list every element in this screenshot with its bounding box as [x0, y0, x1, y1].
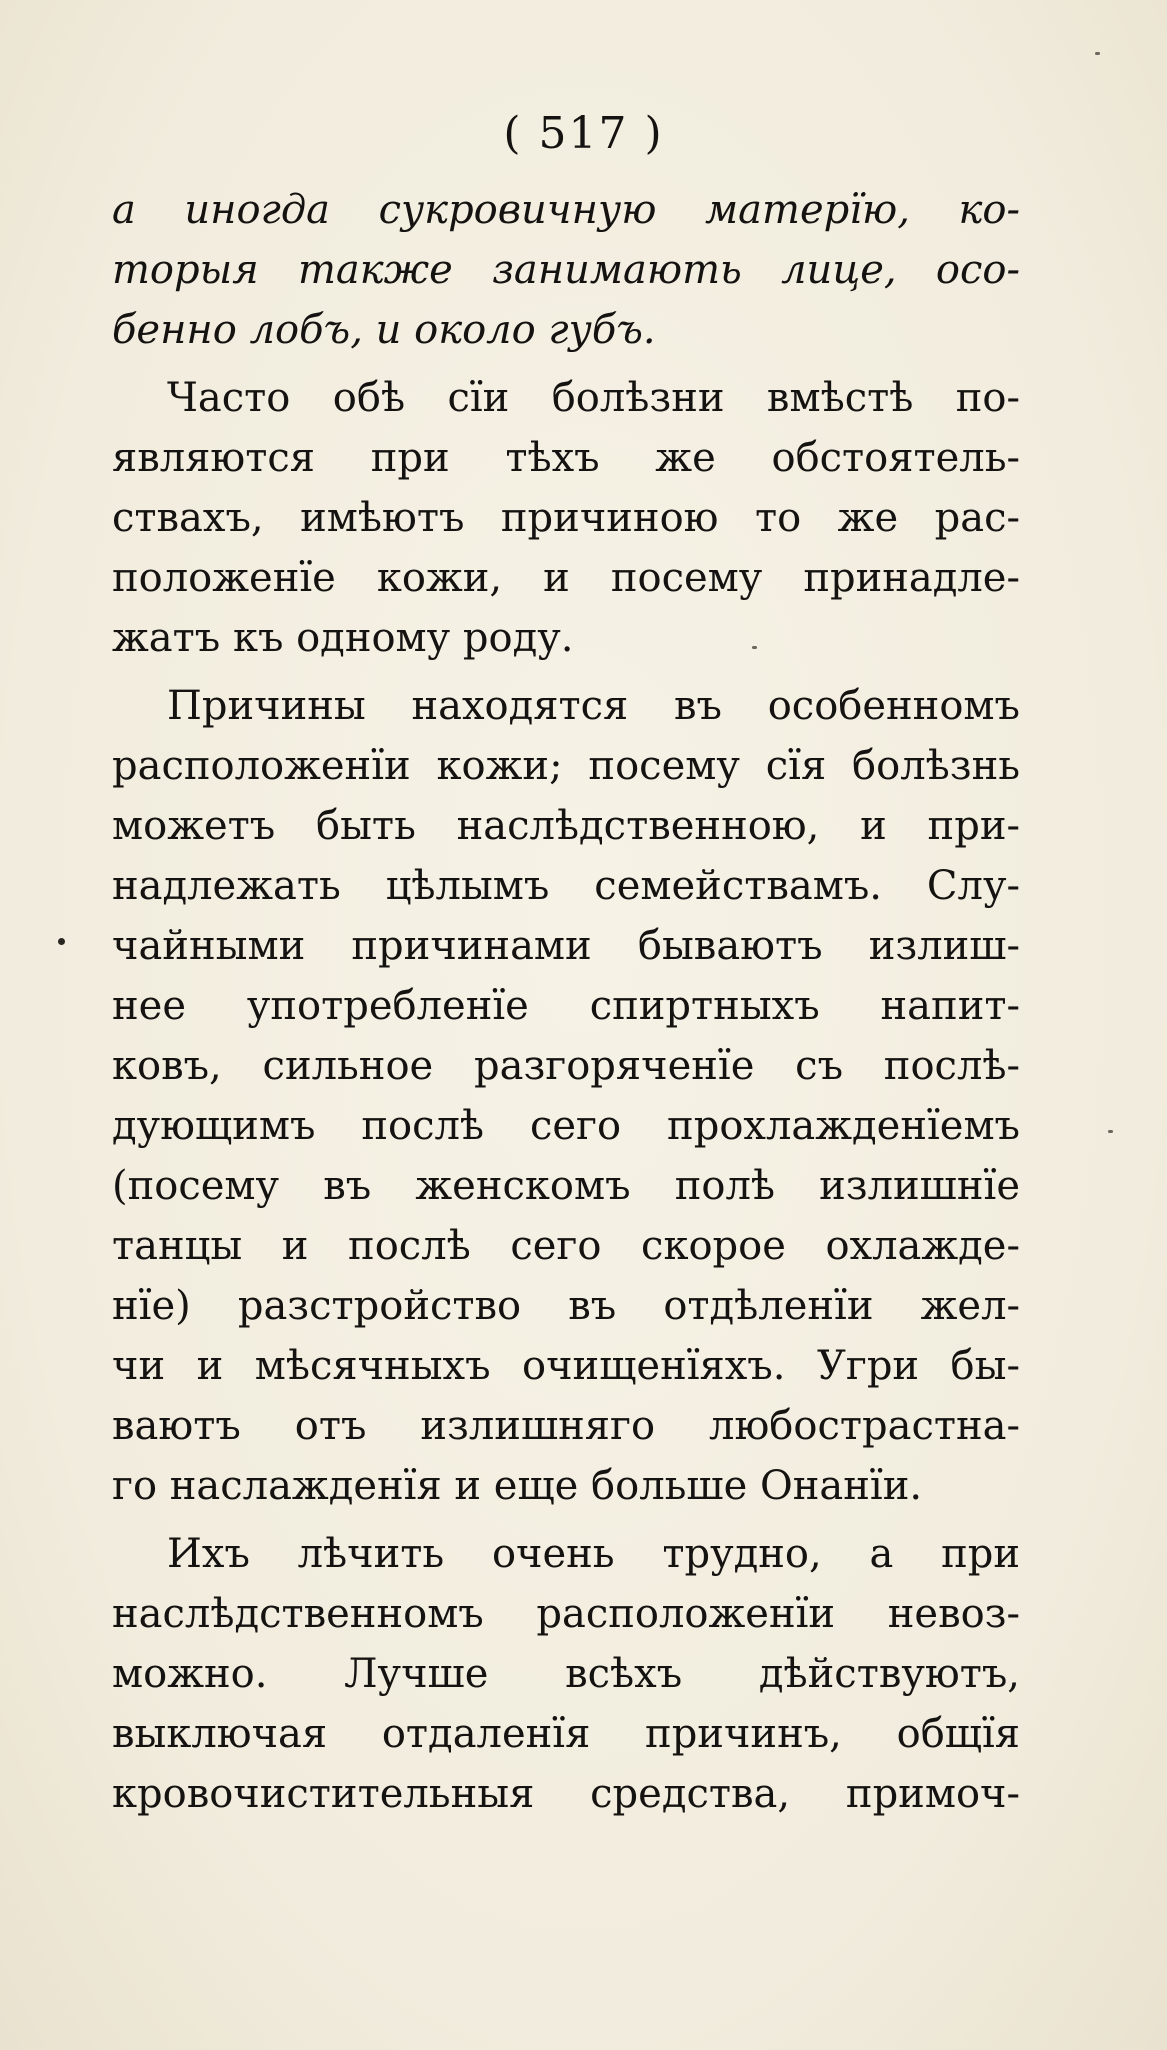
text-line: Часто обѣ сїи болѣзни вмѣстѣ по-: [167, 375, 1020, 421]
text-line: ствахъ, имѣютъ причиною то же рас-: [112, 495, 1020, 541]
text-line: кровочистительныя средства, примоч-: [112, 1771, 1020, 1817]
paper-speck: [1095, 52, 1100, 55]
paper-speck: [1108, 1130, 1113, 1133]
text-line: ковъ, сильное разгоряченїе съ послѣ-: [112, 1043, 1020, 1089]
text-line: можно. Лучше всѣхъ дѣйствуютъ,: [112, 1651, 1020, 1697]
text-line: (посему въ женскомъ полѣ излишнїе: [112, 1163, 1020, 1209]
text-line: расположенїи кожи; посему сїя болѣзнь: [112, 743, 1020, 789]
text-line: бенно лобъ, и около губъ.: [112, 307, 656, 353]
text-line: а иногда сукровичную матерїю, ко-: [112, 187, 1020, 233]
paragraph-2: [112, 368, 1020, 668]
text-line: танцы и послѣ сего скорое охлажде-: [112, 1223, 1020, 1269]
paper-speck: [752, 646, 757, 649]
text-line: дующимъ послѣ сего прохлажденїемъ: [112, 1103, 1020, 1149]
text-line: Ихъ лѣчить очень трудно, а при: [167, 1531, 1020, 1577]
text-line: нее употребленїе спиртныхъ напит-: [112, 983, 1020, 1029]
text-line: жатъ къ одному роду.: [112, 615, 574, 661]
body-text: [112, 180, 1020, 1824]
text-line: чи и мѣсячныхъ очищенїяхъ. Угри бы-: [112, 1343, 1020, 1389]
text-line: Причины находятся въ особенномъ: [167, 683, 1020, 729]
text-line: го наслажденїя и еще больше Онанїи.: [112, 1463, 923, 1509]
paragraph-1: [112, 180, 1020, 360]
text-line: можетъ быть наслѣдственною, и при-: [112, 803, 1020, 849]
text-line: положенїе кожи, и посему принадле-: [112, 555, 1020, 601]
paragraph-3: [112, 676, 1020, 1516]
text-line: надлежать цѣлымъ семействамъ. Слу-: [112, 863, 1020, 909]
margin-mark: [58, 938, 65, 945]
text-line: ваютъ отъ излишняго любострастна-: [112, 1403, 1020, 1449]
page-number: ( 517 ): [503, 108, 664, 159]
paragraph-4: [112, 1524, 1020, 1824]
text-line: выключая отдаленїя причинъ, общїя: [112, 1711, 1020, 1757]
text-line: торыя также занимають лице, осо-: [112, 247, 1020, 293]
text-line: нїе) разстройство въ отдѣленїи жел-: [112, 1283, 1020, 1329]
text-line: являются при тѣхъ же обстоятель-: [112, 435, 1020, 481]
text-line: наслѣдственномъ расположенїи невоз-: [112, 1591, 1020, 1637]
text-line: чайными причинами бываютъ излиш-: [112, 923, 1020, 969]
